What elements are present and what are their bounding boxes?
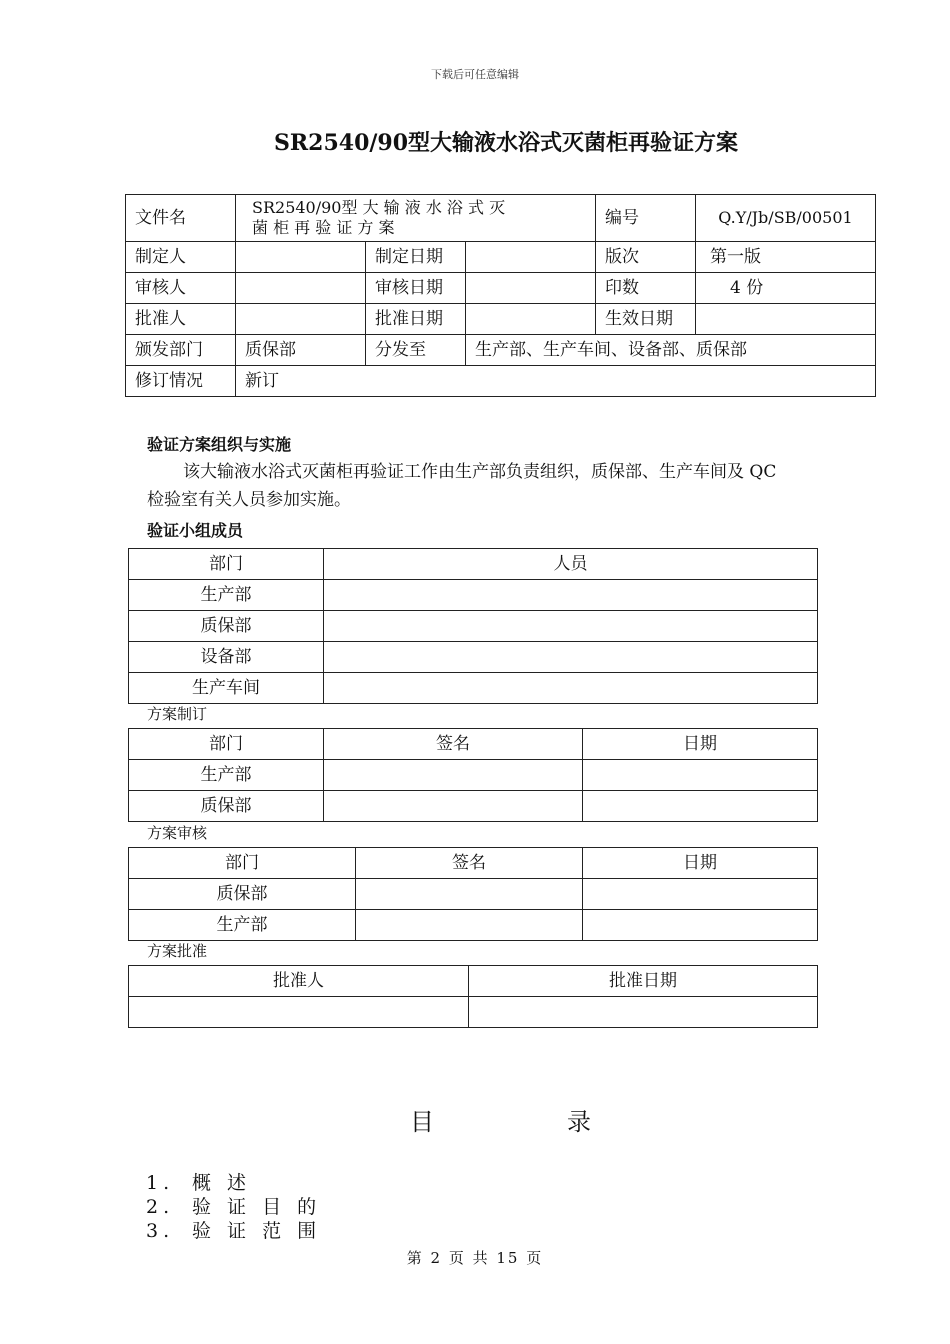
approve-date-value [466, 304, 596, 335]
number-label: 编号 [596, 195, 696, 242]
page-footer: 第 2 页 共 15 页 [406, 1249, 544, 1267]
drafting-col-date: 日期 [583, 729, 818, 760]
file-name-label: 文件名 [126, 195, 236, 242]
toc-item-text: 验 证 目 的 [192, 1196, 322, 1218]
members-row-dept: 生产车间 [129, 673, 324, 704]
members-row-dept: 设备部 [129, 642, 324, 673]
approval-col-approver: 批准人 [129, 966, 469, 997]
approver-value [236, 304, 366, 335]
org-paragraph-line1: 该大输液水浴式灭菌柜再验证工作由生产部负责组织，质保部、生产车间及 QC [183, 462, 777, 482]
version-label: 版次 [596, 242, 696, 273]
drafting-row-sign [324, 760, 583, 791]
toc-item-text: 验 证 范 围 [192, 1220, 322, 1242]
copies-label: 印数 [596, 273, 696, 304]
approval-table [128, 965, 818, 1028]
drafting-col-sign: 签名 [324, 729, 583, 760]
document-title: SR2540/90型大输液水浴式灭菌柜再验证方案 [273, 130, 739, 156]
toc-item-number: 2. [146, 1196, 175, 1218]
review-date-value [466, 273, 596, 304]
drafting-col-dept: 部门 [129, 729, 324, 760]
maker-value [236, 242, 366, 273]
header-note: 下载后可任意编辑 [431, 68, 519, 81]
drafting-row-date [583, 791, 818, 822]
number-value: Q.Y/Jb/SB/00501 [696, 195, 876, 242]
toc-item-number: 1. [146, 1172, 175, 1194]
drafting-row-date [583, 760, 818, 791]
effective-date-label: 生效日期 [596, 304, 696, 335]
drafting-label: 方案制订 [147, 705, 208, 723]
approval-col-date: 批准日期 [469, 966, 818, 997]
reviewer-label: 审核人 [126, 273, 236, 304]
make-date-value [466, 242, 596, 273]
members-row-dept: 生产部 [129, 580, 324, 611]
issuing-dept-value: 质保部 [236, 335, 366, 366]
copies-value: 4 份 [696, 273, 876, 304]
members-heading: 验证小组成员 [147, 521, 244, 540]
approver-label: 批准人 [126, 304, 236, 335]
maker-label: 制定人 [126, 242, 236, 273]
revision-label: 修订情况 [126, 366, 236, 397]
effective-date-value [696, 304, 876, 335]
document-info-table [125, 194, 876, 397]
reviewer-value [236, 273, 366, 304]
review-row-date [583, 879, 818, 910]
toc-item [146, 1195, 321, 1219]
make-date-label: 制定日期 [366, 242, 466, 273]
review-label: 方案审核 [147, 824, 208, 842]
approve-date-label: 批准日期 [366, 304, 466, 335]
members-row-dept: 质保部 [129, 611, 324, 642]
org-paragraph-line2: 检验室有关人员参加实施。 [147, 490, 351, 510]
version-value: 第一版 [696, 242, 876, 273]
review-row-dept: 质保部 [129, 879, 356, 910]
approval-label: 方案批准 [147, 942, 208, 960]
distribute-value: 生产部、生产车间、设备部、质保部 [466, 335, 876, 366]
members-row-person [324, 673, 818, 704]
review-col-dept: 部门 [129, 848, 356, 879]
members-row-person [324, 611, 818, 642]
review-col-sign: 签名 [356, 848, 583, 879]
file-name-value [236, 195, 596, 242]
toc-item [146, 1219, 321, 1243]
members-table [128, 548, 818, 704]
members-col-person: 人员 [324, 549, 818, 580]
members-col-dept: 部门 [129, 549, 324, 580]
toc-title-left: 目 [410, 1108, 434, 1136]
approval-approver-value [129, 997, 469, 1028]
toc-title-right: 录 [567, 1108, 591, 1136]
drafting-table [128, 728, 818, 822]
issuing-dept-label: 颁发部门 [126, 335, 236, 366]
file-name-line2: 菌 柜 再 验 证 方 案 [252, 218, 395, 237]
drafting-row-dept: 质保部 [129, 791, 324, 822]
drafting-row-sign [324, 791, 583, 822]
members-row-person [324, 642, 818, 673]
review-row-date [583, 910, 818, 941]
toc-item-text: 概 述 [192, 1172, 252, 1194]
approval-date-value [469, 997, 818, 1028]
review-col-date: 日期 [583, 848, 818, 879]
review-date-label: 审核日期 [366, 273, 466, 304]
review-row-dept: 生产部 [129, 910, 356, 941]
org-heading: 验证方案组织与实施 [147, 435, 292, 454]
drafting-row-dept: 生产部 [129, 760, 324, 791]
toc-item-number: 3. [146, 1220, 175, 1242]
revision-value: 新订 [236, 366, 876, 397]
review-row-sign [356, 910, 583, 941]
distribute-label: 分发至 [366, 335, 466, 366]
review-row-sign [356, 879, 583, 910]
toc-item [146, 1171, 251, 1195]
file-name-line1: SR2540/90型 大 输 液 水 浴 式 灭 [252, 198, 506, 217]
review-table [128, 847, 818, 941]
members-row-person [324, 580, 818, 611]
